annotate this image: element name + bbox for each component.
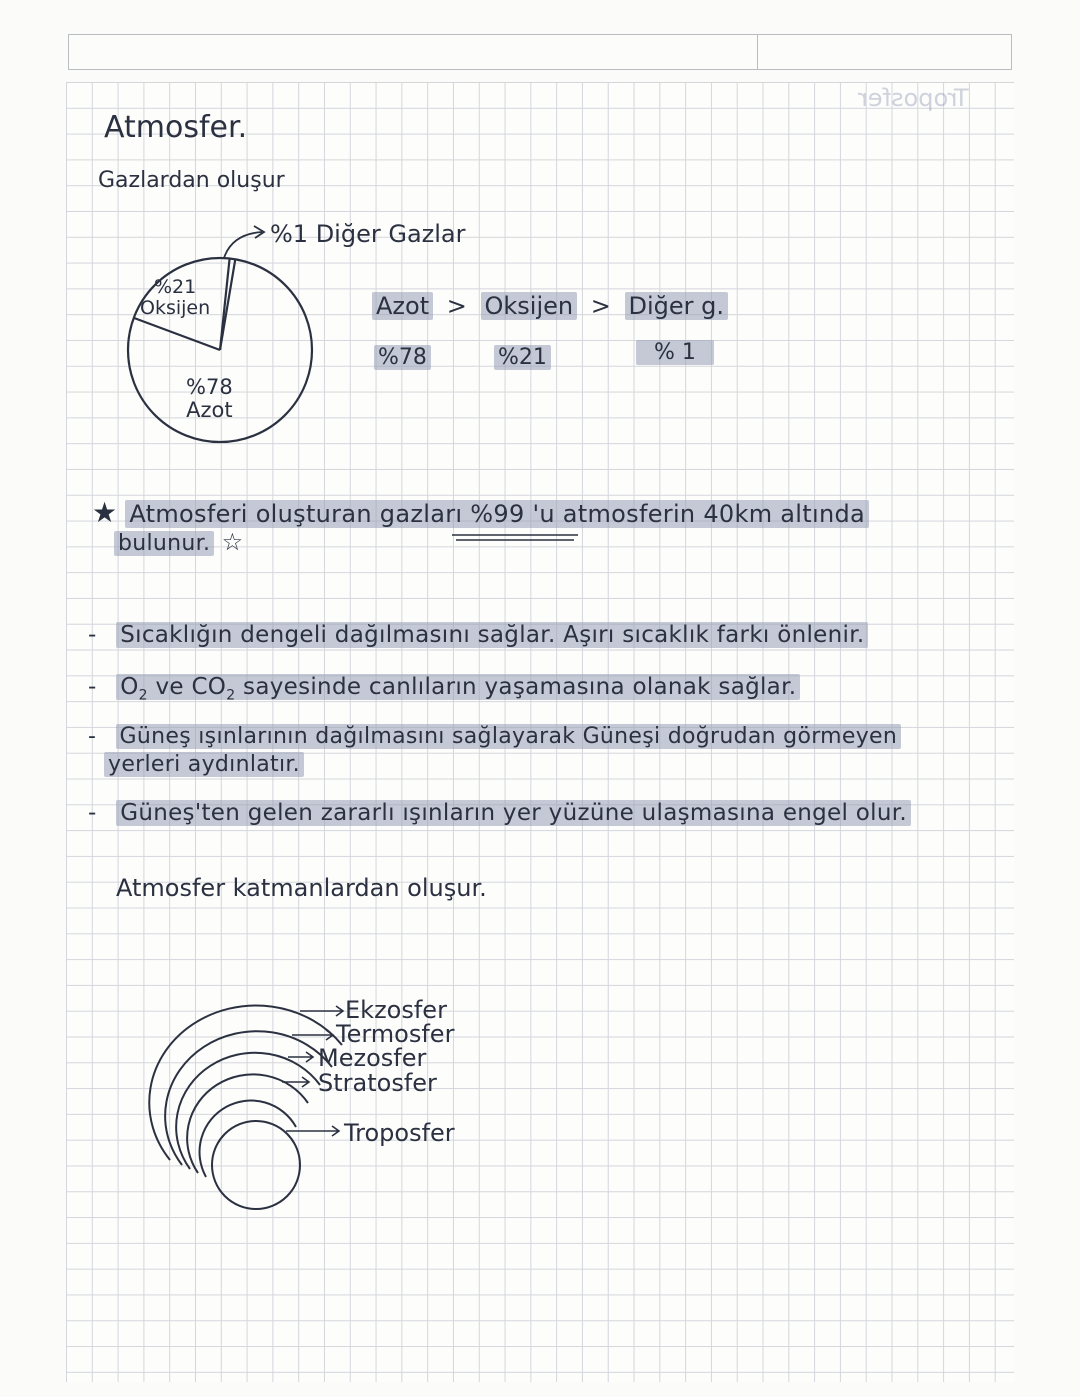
- underline-double: [452, 533, 582, 543]
- comparison-value-other: % 1: [636, 340, 714, 365]
- pie-label-nitrogen: [186, 376, 233, 422]
- comparison-separator: >: [446, 292, 467, 320]
- bullet-2-rest: sayesinde canlıların yaşamasına olanak sağlar.: [235, 674, 797, 700]
- bullet-2-text: [116, 674, 800, 704]
- bullet-2-o: O: [120, 674, 139, 700]
- layer-arc-stratosfer: [187, 1074, 308, 1173]
- layer-label-ekzosfer: Ekzosfer: [345, 996, 447, 1024]
- bullet-2-sub-co: 2: [226, 687, 236, 704]
- layer-label-stratosfer: Stratosfer: [318, 1069, 437, 1097]
- bullet-3: [88, 724, 901, 749]
- arrow-troposfer: [286, 1126, 339, 1136]
- star-note-line2: [114, 528, 243, 556]
- bullet-1-text: Sıcaklığın dengeli dağılmasını sağlar. Aşırı sıcaklık farkı önlenir.: [116, 622, 868, 648]
- layer-arc-ekzosfer: [149, 1005, 342, 1160]
- comparison-item-azot: Azot: [372, 292, 433, 320]
- bullet-4: [88, 800, 911, 826]
- layer-label-mezosfer: Mezosfer: [318, 1044, 427, 1072]
- layer-arc-troposfer: [200, 1101, 296, 1177]
- comparison-value-oksijen: %21: [494, 345, 551, 370]
- bullet-1: [88, 622, 868, 648]
- pie-divider-nitrogen-oxygen: [134, 318, 220, 350]
- header-divider: [757, 35, 758, 69]
- star-icon: ☆: [221, 528, 244, 556]
- comparison-item-oksijen: Oksijen: [481, 292, 578, 320]
- arrow-stratosfer: [282, 1077, 309, 1087]
- arrow-ekzosfer: [300, 1006, 343, 1016]
- comparison-item-other: Diğer g.: [625, 292, 729, 320]
- subtitle: Gazlardan oluşur: [98, 168, 285, 193]
- pie-nitrogen-name: Azot: [186, 398, 233, 423]
- earth-circle: [212, 1121, 300, 1209]
- layer-label-termosfer: Termosfer: [336, 1020, 455, 1048]
- bullet-3-text2: yerleri aydınlatır.: [104, 752, 304, 777]
- corner-scribble: Troposfer: [858, 84, 969, 112]
- pie-oxygen-name: Oksijen: [140, 296, 211, 319]
- bullet-dash: -: [88, 724, 97, 749]
- bullet-2: [88, 674, 800, 704]
- star-icon: ★: [92, 496, 118, 529]
- comparison-value-azot: %78: [374, 345, 431, 370]
- pie-label-oxygen: [140, 277, 210, 319]
- bullet-3-text: Güneş ışınlarının dağılmasını sağlayarak Güneşi doğrudan görmeyen: [116, 724, 902, 749]
- star-note-text1: Atmosferi oluşturan gazları %99 'u atmosferin 40km altında: [125, 500, 869, 528]
- layer-arc-termosfer: [165, 1031, 332, 1165]
- layers-diagram: [160, 985, 360, 1225]
- bullet-dash: -: [88, 800, 97, 826]
- layers-heading: Atmosfer katmanlardan oluşur.: [116, 874, 487, 902]
- comparison-row: [372, 292, 728, 320]
- star-note-line1: [92, 496, 869, 529]
- page-header-box: [68, 34, 1012, 70]
- comparison-separator: >: [590, 292, 611, 320]
- bullet-2-co: ve CO: [147, 674, 227, 700]
- pie-oxygen-percent: %21: [153, 276, 197, 298]
- star-note-text2: bulunur.: [114, 531, 214, 556]
- layer-label-troposfer: Troposfer: [344, 1119, 455, 1147]
- bullet-dash: -: [88, 622, 97, 648]
- pie-label-other: %1 Diğer Gazlar: [270, 220, 466, 248]
- bullet-4-text: Güneş'ten gelen zararlı ışınların yer yüzüne ulaşmasına engel olur.: [116, 800, 911, 826]
- pie-nitrogen-percent: %78: [186, 375, 233, 399]
- bullet-dash: -: [88, 674, 97, 700]
- arrow-termosfer: [292, 1030, 333, 1040]
- bullet-3-cont: [104, 752, 304, 777]
- page-title: Atmosfer.: [104, 110, 248, 145]
- bullet-2-sub-o: 2: [138, 687, 148, 704]
